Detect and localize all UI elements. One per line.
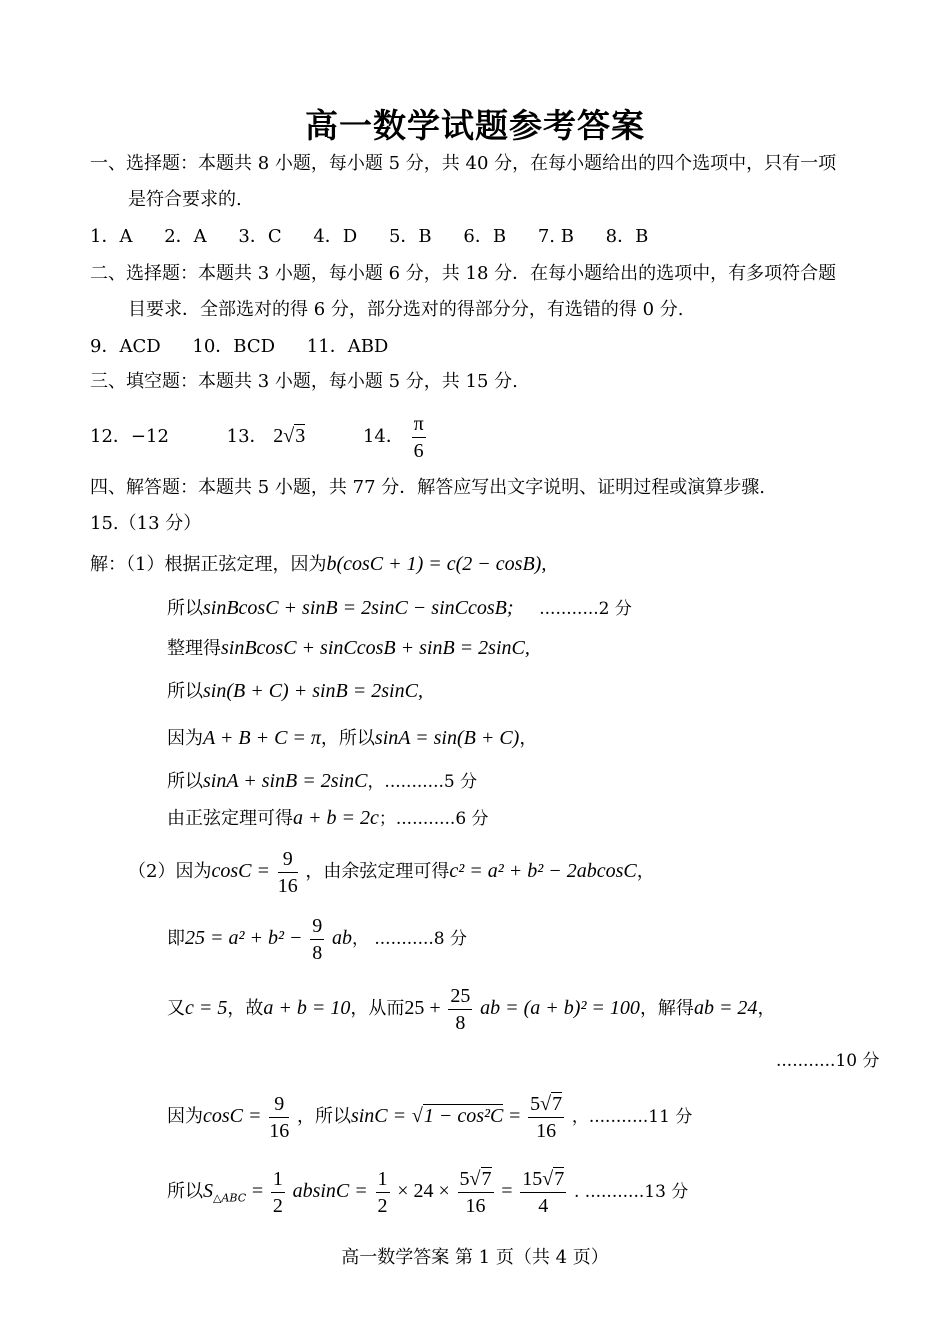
part-2-line-4: 因为cosC = $\frac{9}{16}$ ，所以sinC = √1 − cos²C = $\frac{5√7}{16}$ ，...........11 分 bbox=[167, 1092, 693, 1142]
answer-5: 5．B bbox=[388, 226, 432, 247]
answer-13-label: 13． bbox=[226, 426, 268, 447]
points-10: ...........10 分 bbox=[776, 1051, 880, 1071]
step-4: 所以sin(B + C) + sinB = 2sinC, bbox=[167, 680, 423, 702]
points-6: ；...........6 分 bbox=[378, 809, 489, 829]
part-2-line-1: （2）因为cosC = $\frac{9}{16}$ ，由余弦定理可得c² = a² + b² − 2abcosC， bbox=[128, 847, 655, 897]
mc-answers bbox=[90, 225, 648, 249]
page-footer: 高一数学答案 第 1 页（共 4 页） bbox=[341, 1247, 609, 1268]
fraction-5sqrt7-16-b: $\frac{5√7}{16}$ bbox=[459, 1167, 492, 1217]
part-2-line-5: 所以$S_{\triangle ABC}$ = $\frac{1}{2}$ absinC = $\frac{1}{2}$ × 24 × $\frac{5√7}{16}$ = $\frac{15√7}{4}$ . ...........13 分 bbox=[167, 1167, 689, 1217]
points-5: ，...........5 分 bbox=[367, 772, 478, 792]
section-2-line-1: 二、选择题：本题共 3 小题，每小题 6 分，共 18 分．在每小题给出的选项中，有多项符合题 bbox=[90, 263, 837, 284]
answer-7: 7. B bbox=[537, 226, 574, 247]
part-2-line-2: 即25 = a² + b² − $\frac{9}{8}$ ab， ...........8 分 bbox=[167, 914, 468, 964]
fraction-5sqrt7-16: $\frac{5√7}{16}$ bbox=[530, 1092, 563, 1142]
answer-10: 10．BCD bbox=[192, 336, 276, 357]
answer-11: 11．ABD bbox=[306, 336, 389, 357]
answer-14-fraction: $\frac{\pi}{6}$ bbox=[413, 412, 424, 462]
fraction-9-16-b: $\frac{9}{16}$ bbox=[269, 1092, 290, 1142]
points-2: ...........2 分 bbox=[539, 599, 632, 619]
fraction-9-16: $\frac{9}{16}$ bbox=[277, 847, 298, 897]
q15-header: 15.（13 分） bbox=[90, 513, 202, 534]
points-8: ， ...........8 分 bbox=[351, 929, 468, 949]
step-6: 所以sinA + sinB = 2sinC，...........5 分 bbox=[167, 770, 478, 792]
section-4: 四、解答题：本题共 5 小题，共 77 分．解答应写出文字说明、证明过程或演算步骤. bbox=[90, 477, 765, 498]
step-3: 整理得sinBcosC + sinCcosB + sinB = 2sinC, bbox=[167, 637, 530, 659]
section-1-line-2: 是符合要求的. bbox=[128, 189, 242, 210]
fraction-1-2: $\frac{1}{2}$ bbox=[272, 1167, 283, 1217]
fill-answers bbox=[90, 410, 428, 464]
answer-14-label: 14． bbox=[362, 426, 404, 447]
fraction-15sqrt7-4: $\frac{15√7}{4}$ bbox=[522, 1167, 565, 1217]
answer-2: 2．A bbox=[164, 226, 207, 247]
section-3: 三、填空题：本题共 3 小题，每小题 5 分，共 15 分. bbox=[90, 371, 518, 392]
section-1-line-1: 一、选择题：本题共 8 小题，每小题 5 分，共 40 分，在每小题给出的四个选项中，只有一项 bbox=[90, 153, 837, 174]
answer-1: 1．A bbox=[90, 226, 133, 247]
answer-9: 9．ACD bbox=[90, 336, 161, 357]
fraction-1-2-b: $\frac{1}{2}$ bbox=[377, 1167, 388, 1217]
page-title: 高一数学试题参考答案 bbox=[305, 106, 645, 145]
answer-3: 3．C bbox=[238, 226, 282, 247]
answer-4: 4．D bbox=[313, 226, 358, 247]
step-1: 解：（1）根据正弦定理，因为b(cosC + 1) = c(2 − cosB), bbox=[90, 553, 547, 575]
step-5: 因为A + B + C = π，所以sinA = sin(B + C)， bbox=[167, 727, 538, 749]
step-2: 所以sinBcosC + sinB = 2sinC − sinCcosB; ...........2 分 bbox=[167, 597, 632, 619]
answer-12: 12．−12 bbox=[90, 426, 169, 447]
fraction-25-8: $\frac{25}{8}$ bbox=[450, 984, 471, 1034]
answer-13-value: 2√3 bbox=[273, 425, 306, 447]
fraction-9-8: $\frac{9}{8}$ bbox=[312, 914, 323, 964]
answer-6: 6．B bbox=[463, 226, 507, 247]
points-11: ，...........11 分 bbox=[571, 1107, 693, 1127]
part-2-line-3: 又c = 5，故a + b = 10，从而25 + $\frac{25}{8}$ ab = (a + b)² = 100，解得ab = 24， bbox=[167, 984, 776, 1034]
section-2-line-2: 目要求．全部选对的得 6 分，部分选对的得部分分，有选错的得 0 分. bbox=[128, 299, 684, 320]
answer-8: 8．B bbox=[605, 226, 649, 247]
step-7: 由正弦定理可得a + b = 2c；...........6 分 bbox=[167, 807, 489, 829]
points-13: . ...........13 分 bbox=[574, 1182, 689, 1202]
multi-answers bbox=[90, 335, 388, 359]
